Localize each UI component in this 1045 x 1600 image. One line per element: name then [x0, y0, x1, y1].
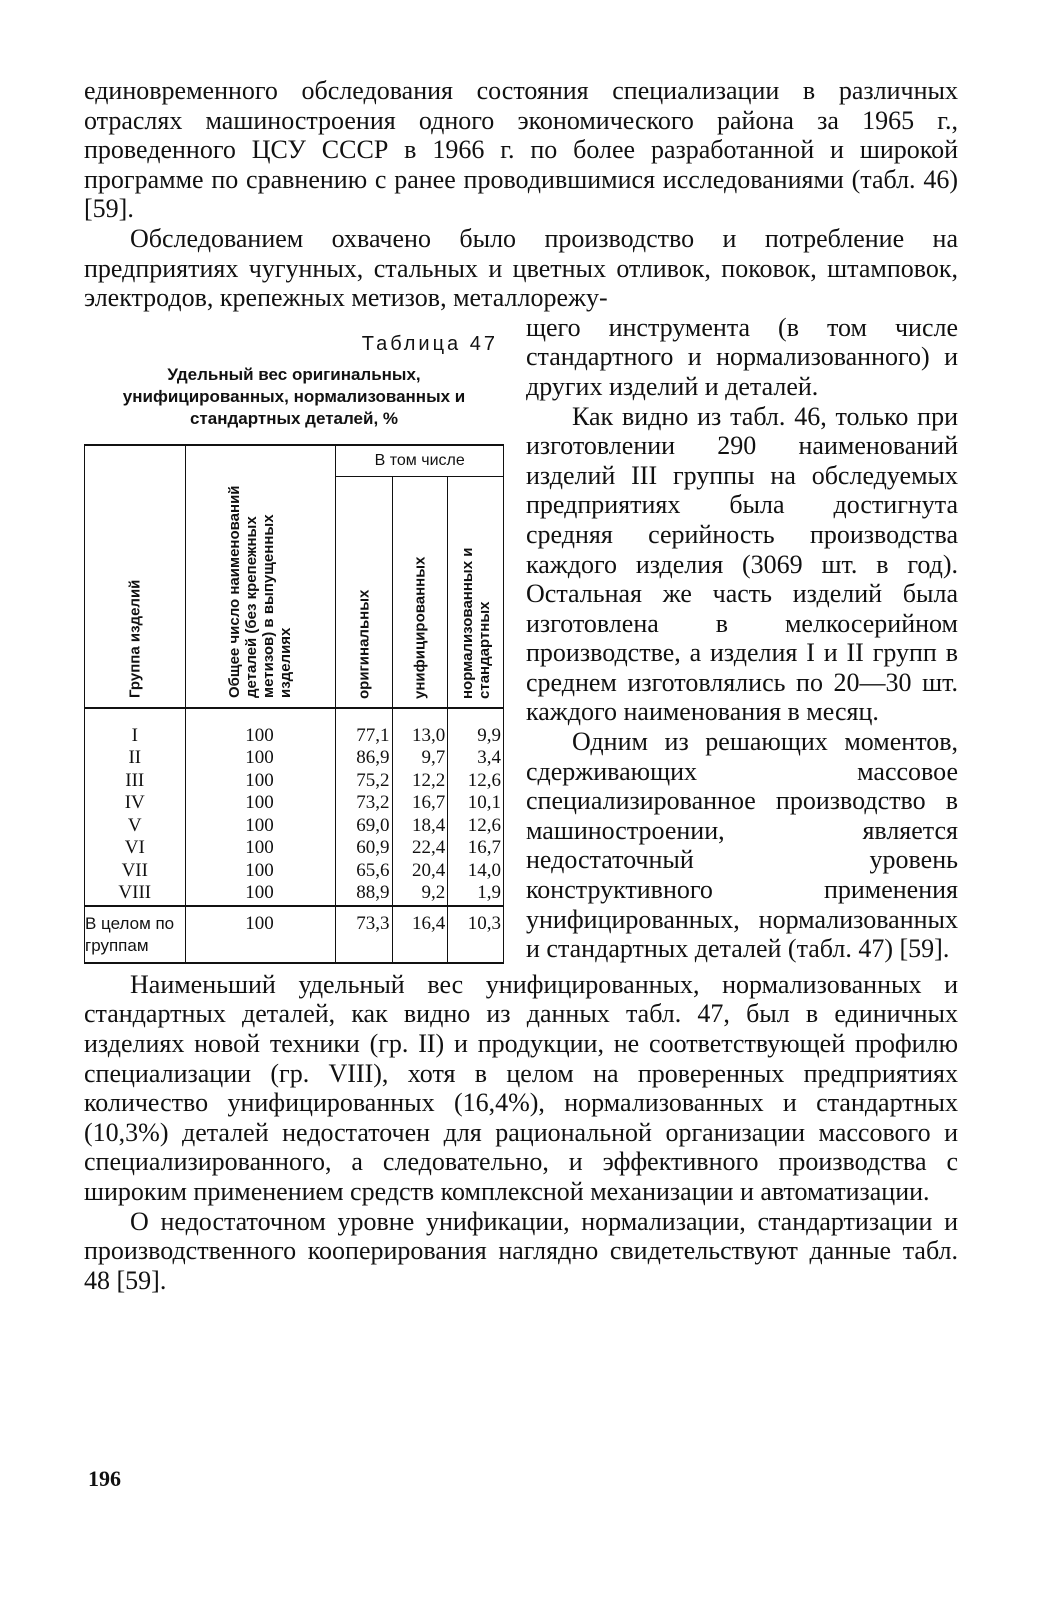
- cell-original: 73,2: [336, 792, 392, 815]
- cell-group: II: [85, 747, 186, 770]
- cell-group: V: [85, 815, 186, 838]
- cell-normalized: 3,4: [448, 747, 504, 770]
- cell-group: VI: [85, 837, 186, 860]
- table-row: [85, 860, 504, 883]
- cell-normalized: 1,9: [448, 882, 504, 906]
- cell-total: 100: [185, 708, 336, 748]
- cell-total: 100: [185, 747, 336, 770]
- paragraph-4: Одним из решающих моментов, сдерживающих массовое специализированное производство в машиностроении, является недостаточный уровень конструктивного применения унифицированных, нормализованных и стандартных деталей (табл. 47) [59].: [526, 727, 958, 964]
- paragraph-1: единовременного обследования состояния специализации в различных отраслях машиностроения одного экономического района за 1965 г., проведенного ЦСУ СССР в 1966 г. по более разработанной и широкой программе по сравнению с ранее проводившимися исследованиями (табл. 46) [59].: [84, 76, 958, 224]
- paragraph-3: Как видно из табл. 46, только при изготовлении 290 наименований изделий III группы на обследуемых предприятиях была достигнута средняя серийность производства каждого изделия (3069 шт. в год). Остальная же часть изделий была изготовлена в мелкосерийном производстве, а изделия I и II групп в среднем изготовлялись по 20—30 шт. каждого наименования в месяц.: [526, 401, 958, 727]
- cell-original: 60,9: [336, 837, 392, 860]
- page-number: 196: [88, 1466, 121, 1491]
- cell-group: VIII: [85, 882, 186, 906]
- cell-total: 100: [185, 770, 336, 793]
- table-row: [85, 815, 504, 838]
- cell-group: IV: [85, 792, 186, 815]
- cell-normalized: 10,3: [448, 906, 504, 963]
- cell-unified: 9,2: [392, 882, 448, 906]
- table-row: [85, 792, 504, 815]
- table-title: Удельный вес оригинальных, унифицированных, нормализованных и стандартных деталей, %: [122, 364, 466, 428]
- paragraph-2-part: щего инструмента (в том числе стандартного и нормализованного) и других изделий и деталей.: [526, 312, 958, 401]
- cell-original: 69,0: [336, 815, 392, 838]
- cell-original: 73,3: [336, 906, 392, 963]
- cell-total: 100: [185, 837, 336, 860]
- table-summary-row: [85, 906, 504, 963]
- cell-total: 100: [185, 882, 336, 906]
- cell-unified: 9,7: [392, 747, 448, 770]
- table-number: Таблица 47: [361, 332, 498, 355]
- cell-group: I: [85, 708, 186, 748]
- cell-original: 75,2: [336, 770, 392, 793]
- cell-unified: 13,0: [392, 708, 448, 748]
- cell-unified: 16,4: [392, 906, 448, 963]
- cell-unified: 20,4: [392, 860, 448, 883]
- paragraph-5: Наименьший удельный вес унифицированных, нормализованных и стандартных деталей, как видно из данных табл. 47, был в единичных изделиях новой техники (гр. II) и продукции, не соответствующей профилю специализации (гр. VIII), хотя в целом на проверенных предприятиях количество унифицированных (16,4%), нормализованных и стандартных (10,3%) деталей недостаточен для рациональной организации массового и специализированного, а следовательно, и эффективного производства с широким применением средств комплексной механизации и автоматизации.: [84, 969, 958, 1206]
- page-content: [84, 76, 958, 1295]
- cell-normalized: 16,7: [448, 837, 504, 860]
- header-total: Общее число наименований деталей (без крепежных метизов) в выпущенных изделиях: [185, 445, 336, 708]
- header-original: оригинальных: [336, 476, 392, 708]
- paragraph-2-part: Обследованием охвачено было производство и потребление на предприятиях чугунных, стальных и цветных отливок, поковок, штамповок, электродов, крепежных метизов, металлорежу-: [84, 223, 958, 313]
- paragraph-2-start: [84, 224, 958, 313]
- table-body: [85, 708, 504, 963]
- cell-unified: 22,4: [392, 837, 448, 860]
- header-including: В том числе: [336, 445, 504, 477]
- table-row: [85, 770, 504, 793]
- cell-summary-label: В целом по группам: [85, 906, 186, 963]
- cell-unified: 16,7: [392, 792, 448, 815]
- table-47: [84, 319, 504, 964]
- cell-total: 100: [185, 792, 336, 815]
- table-row: [85, 837, 504, 860]
- cell-group: III: [85, 770, 186, 793]
- cell-total: 100: [185, 860, 336, 883]
- table-row: [85, 747, 504, 770]
- header-group: Группа изделий: [85, 445, 186, 708]
- cell-total: 100: [185, 815, 336, 838]
- cell-normalized: 12,6: [448, 770, 504, 793]
- table-row: [85, 882, 504, 906]
- cell-original: 77,1: [336, 708, 392, 748]
- header-unified: унифицированных: [392, 476, 448, 708]
- cell-original: 65,6: [336, 860, 392, 883]
- cell-unified: 18,4: [392, 815, 448, 838]
- cell-normalized: 12,6: [448, 815, 504, 838]
- paragraph-6: О недостаточном уровне унификации, нормализации, стандартизации и производственного кооперирования наглядно свидетельствуют данные табл. 48 [59].: [84, 1206, 958, 1295]
- cell-normalized: 10,1: [448, 792, 504, 815]
- table-row: [85, 708, 504, 748]
- cell-group: VII: [85, 860, 186, 883]
- cell-normalized: 14,0: [448, 860, 504, 883]
- cell-total: 100: [185, 906, 336, 963]
- cell-original: 86,9: [336, 747, 392, 770]
- cell-normalized: 9,9: [448, 708, 504, 748]
- cell-unified: 12,2: [392, 770, 448, 793]
- header-normalized: нормализованных и стандартных: [448, 476, 504, 708]
- cell-original: 88,9: [336, 882, 392, 906]
- data-table: [84, 444, 504, 964]
